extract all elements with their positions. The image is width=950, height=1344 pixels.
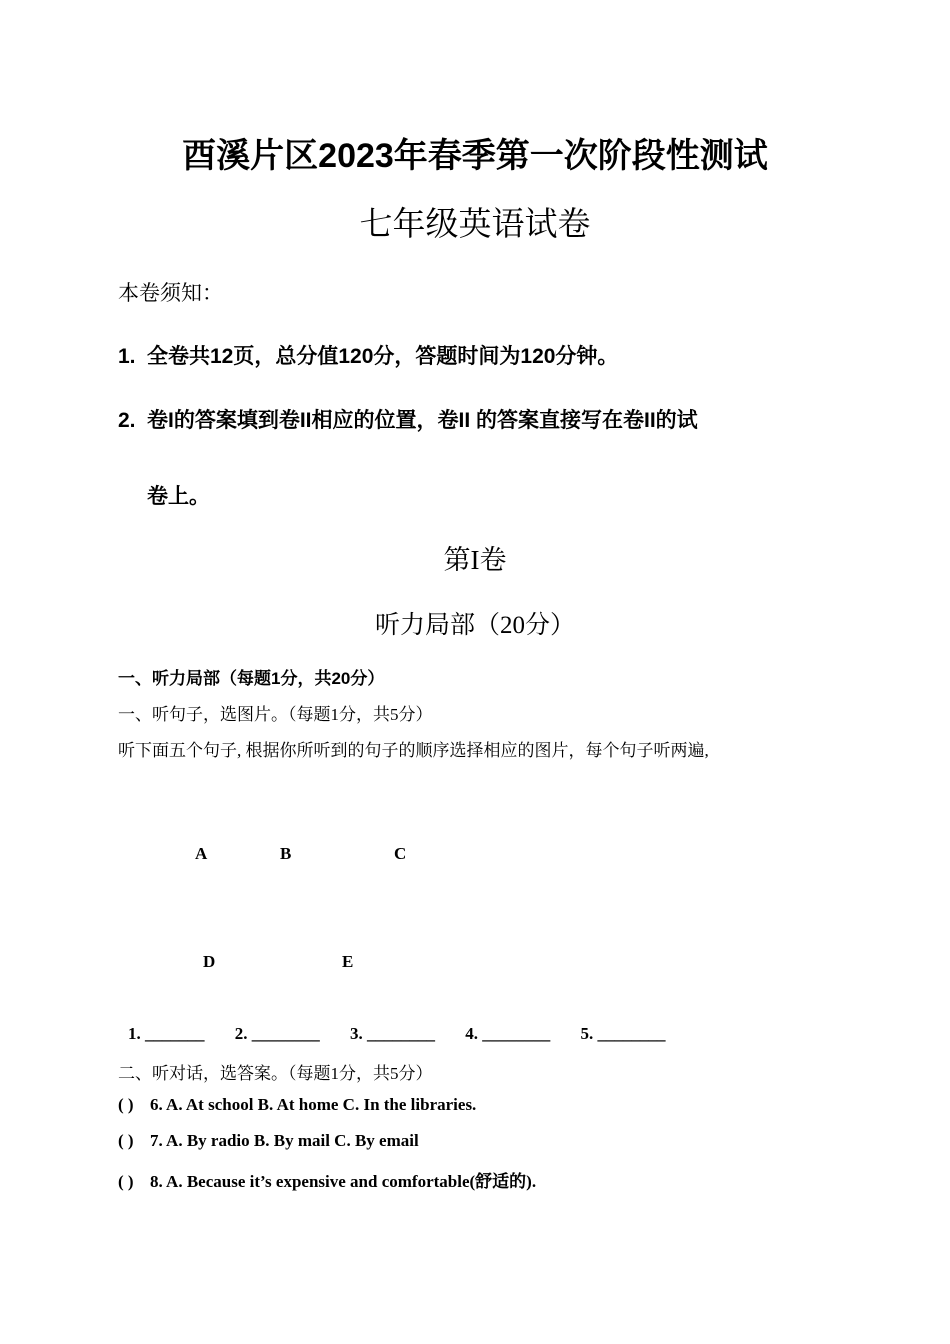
picture-label-b: B <box>280 844 292 863</box>
notice-item-text: 全卷共12页，总分值120分，答题时间为120分钟。 <box>147 345 619 368</box>
notice-item-2 <box>118 404 698 434</box>
question-text: 8. A. Because it’s expensive and comfortable(舒适的). <box>150 1172 537 1191</box>
answer-blank-4[interactable]: 4. ________ <box>465 1024 551 1043</box>
listening-heading: 听力局部（20分） <box>374 612 575 639</box>
notice-item-number: 2. <box>118 409 136 432</box>
picture-label-a: A <box>195 844 208 863</box>
section-heading: 一、听力局部（每题1分，共20分） <box>118 669 385 688</box>
answer-blank-1[interactable]: 1. _______ <box>128 1024 205 1043</box>
notice-item-text: 卷I的答案填到卷II相应的位置，卷II 的答案直接写在卷II的试 <box>147 409 698 432</box>
notice-heading: 本卷须知： <box>118 281 223 305</box>
answer-blanks <box>128 1024 692 1044</box>
notice-item-number: 1. <box>118 345 136 368</box>
part1-instruction: 听下面五个句子, 根据你所听到的句子的顺序选择相应的图片，每个句子听两遍, <box>118 741 709 760</box>
exam-title: 酉溪片区2023年春季第一次阶段性测试 <box>182 137 768 175</box>
picture-label-d: D <box>203 952 216 971</box>
answer-blank-3[interactable]: 3. ________ <box>350 1024 435 1043</box>
part2-title: 二、听对话，选答案。（每题1分，共5分） <box>118 1064 433 1083</box>
answer-blank-2[interactable]: 2. ________ <box>234 1024 320 1043</box>
answer-paren[interactable]: ( ) <box>118 1172 134 1191</box>
question-7 <box>118 1131 419 1151</box>
notice-item-2-continuation: 卷上。 <box>147 485 210 508</box>
question-text: 7. A. By radio B. By mail C. By email <box>150 1131 419 1150</box>
answer-paren[interactable]: ( ) <box>118 1095 134 1114</box>
part1-title: 一、听句子，选图片。（每题1分，共5分） <box>118 705 433 724</box>
exam-subtitle: 七年级英语试卷 <box>359 207 591 243</box>
paper-one-heading: 第I卷 <box>443 545 507 575</box>
question-6 <box>118 1095 476 1115</box>
answer-blank-5[interactable]: 5. ________ <box>580 1024 666 1043</box>
answer-paren[interactable]: ( ) <box>118 1131 134 1150</box>
picture-label-c: C <box>394 844 407 863</box>
question-text: 6. A. At school B. At home C. In the libraries. <box>150 1095 477 1114</box>
question-8 <box>118 1167 536 1192</box>
notice-item-1 <box>118 340 618 370</box>
picture-label-e: E <box>342 952 354 971</box>
